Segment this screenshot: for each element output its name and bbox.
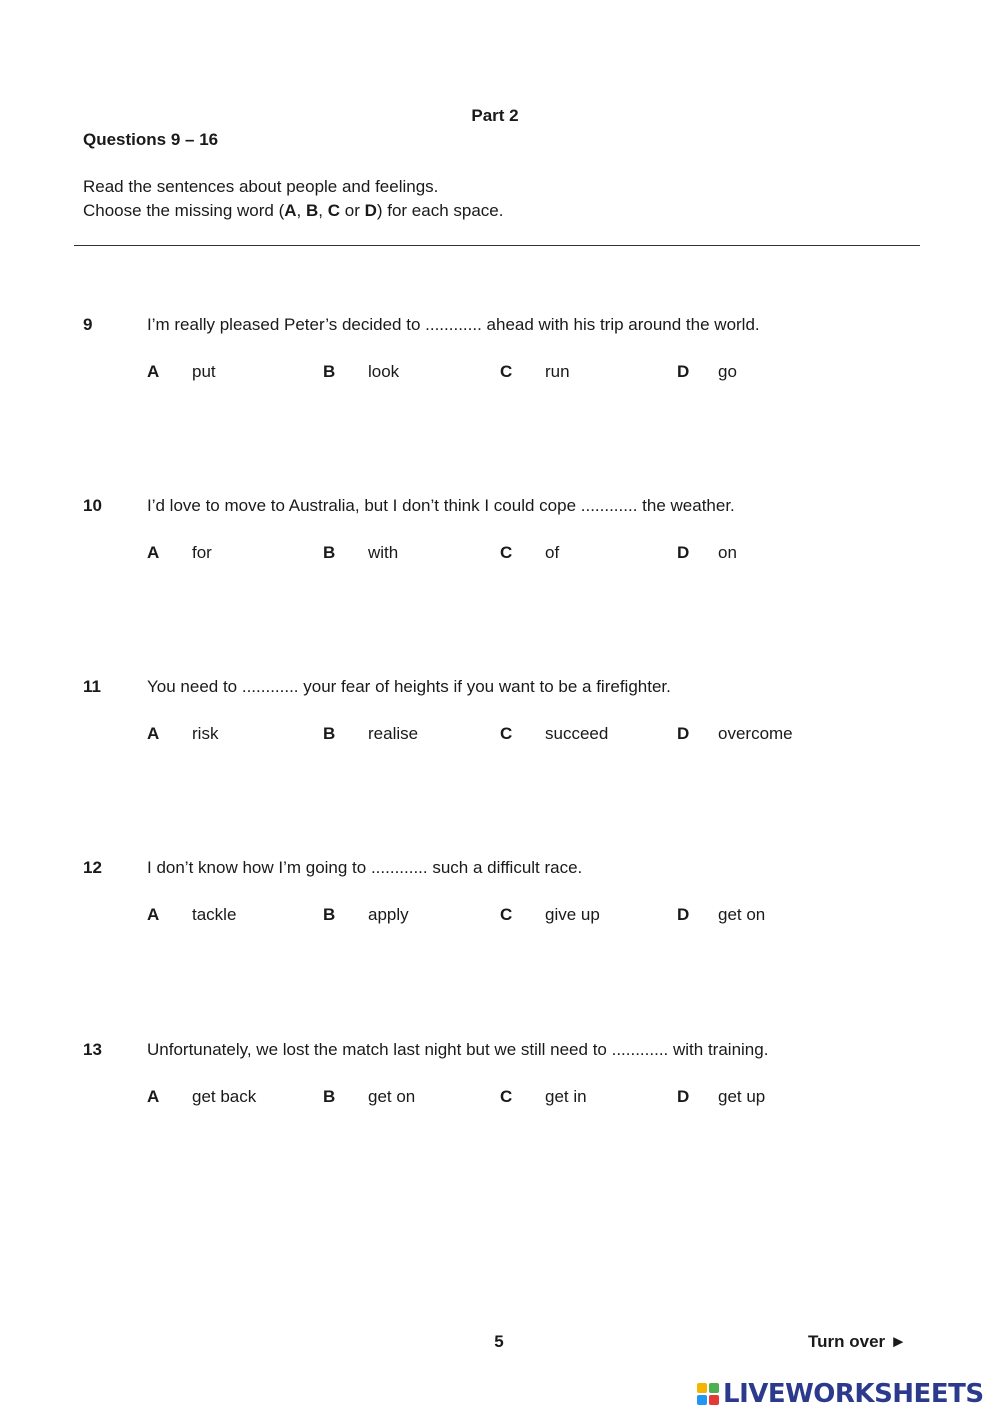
option-letter-b: B: [323, 543, 336, 562]
option-letter-a: A: [147, 724, 160, 743]
question-text: I don’t know how I’m going to ............ such a difficult race.: [147, 858, 583, 877]
part-title: Part 2: [471, 106, 519, 125]
option-letter-b: B: [323, 1087, 336, 1106]
question-text: I’d love to move to Australia, but I don’t think I could cope ............ the weather.: [147, 496, 735, 515]
option-letter-a: A: [147, 1087, 160, 1106]
header-divider: [74, 245, 920, 246]
option-letter-d: D: [677, 724, 690, 743]
option-letter-a: A: [147, 543, 160, 562]
option-word-c[interactable]: of: [545, 543, 560, 562]
option-letter-d: D: [677, 1087, 690, 1106]
option-letter-d: D: [677, 543, 690, 562]
question-range: Questions 9 – 16: [83, 130, 219, 149]
option-word-a[interactable]: for: [192, 543, 212, 562]
option-letter-c: C: [500, 1087, 513, 1106]
option-letter-d: D: [677, 905, 690, 924]
option-word-b[interactable]: look: [368, 362, 400, 381]
option-word-b[interactable]: with: [368, 543, 399, 562]
option-letter-c: C: [500, 905, 513, 924]
question-number: 10: [83, 496, 102, 515]
liveworksheets-logo: [697, 1378, 984, 1410]
option-letter-a: A: [147, 905, 160, 924]
logo-text: LIVEWORKSHEETS: [723, 1379, 984, 1409]
option-letter-b: B: [323, 724, 336, 743]
option-letter-d: D: [677, 362, 690, 381]
instruction-line-2: [83, 201, 503, 221]
instruction-text: ) for each space.: [376, 201, 504, 220]
option-word-d[interactable]: on: [718, 543, 737, 562]
logo-square-icon: [709, 1395, 719, 1405]
instruction-separator: ,: [296, 201, 306, 220]
option-letter-c: C: [500, 362, 513, 381]
option-letter-c: C: [500, 724, 513, 743]
option-word-b[interactable]: apply: [368, 905, 409, 924]
option-letter-b: B: [323, 905, 336, 924]
option-letter-a: A: [147, 362, 160, 381]
logo-square-icon: [709, 1383, 719, 1393]
option-letter-b: B: [323, 362, 336, 381]
option-word-c[interactable]: give up: [545, 905, 600, 924]
instruction-or: or: [340, 201, 365, 220]
logo-square-icon: [697, 1383, 707, 1393]
instruction-text: Choose the missing word (: [83, 201, 285, 220]
question-text: Unfortunately, we lost the match last night but we still need to ............ with training.: [147, 1040, 769, 1059]
logo-square-icon: [697, 1395, 707, 1405]
option-word-c[interactable]: get in: [545, 1087, 587, 1106]
option-word-a[interactable]: get back: [192, 1087, 257, 1106]
logo-mark-icon: [697, 1383, 719, 1405]
instruction-option-d: D: [364, 201, 377, 220]
question-number: 13: [83, 1040, 102, 1059]
option-word-b[interactable]: get on: [368, 1087, 416, 1106]
instruction-option-c: C: [327, 201, 341, 220]
question-number: 9: [83, 315, 93, 334]
option-letter-c: C: [500, 543, 513, 562]
turn-over-label: Turn over ►: [808, 1332, 907, 1351]
option-word-a[interactable]: risk: [192, 724, 219, 743]
option-word-d[interactable]: overcome: [718, 724, 793, 743]
instruction-option-b: B: [306, 201, 319, 220]
option-word-d[interactable]: go: [718, 362, 737, 381]
page-number: 5: [494, 1332, 504, 1351]
option-word-b[interactable]: realise: [368, 724, 419, 743]
option-word-d[interactable]: get on: [718, 905, 766, 924]
instruction-separator: ,: [318, 201, 328, 220]
option-word-d[interactable]: get up: [718, 1087, 766, 1106]
question-number: 11: [83, 677, 101, 696]
option-word-c[interactable]: succeed: [545, 724, 609, 743]
option-word-a[interactable]: tackle: [192, 905, 237, 924]
option-word-c[interactable]: run: [545, 362, 570, 381]
question-text: You need to ............ your fear of heights if you want to be a firefighter.: [147, 677, 671, 696]
instruction-line-1: Read the sentences about people and feelings.: [83, 177, 439, 196]
option-word-a[interactable]: put: [192, 362, 216, 381]
instruction-option-a: A: [284, 201, 297, 220]
question-number: 12: [83, 858, 102, 877]
question-text: I’m really pleased Peter’s decided to ............ ahead with his trip around the world.: [147, 315, 760, 334]
